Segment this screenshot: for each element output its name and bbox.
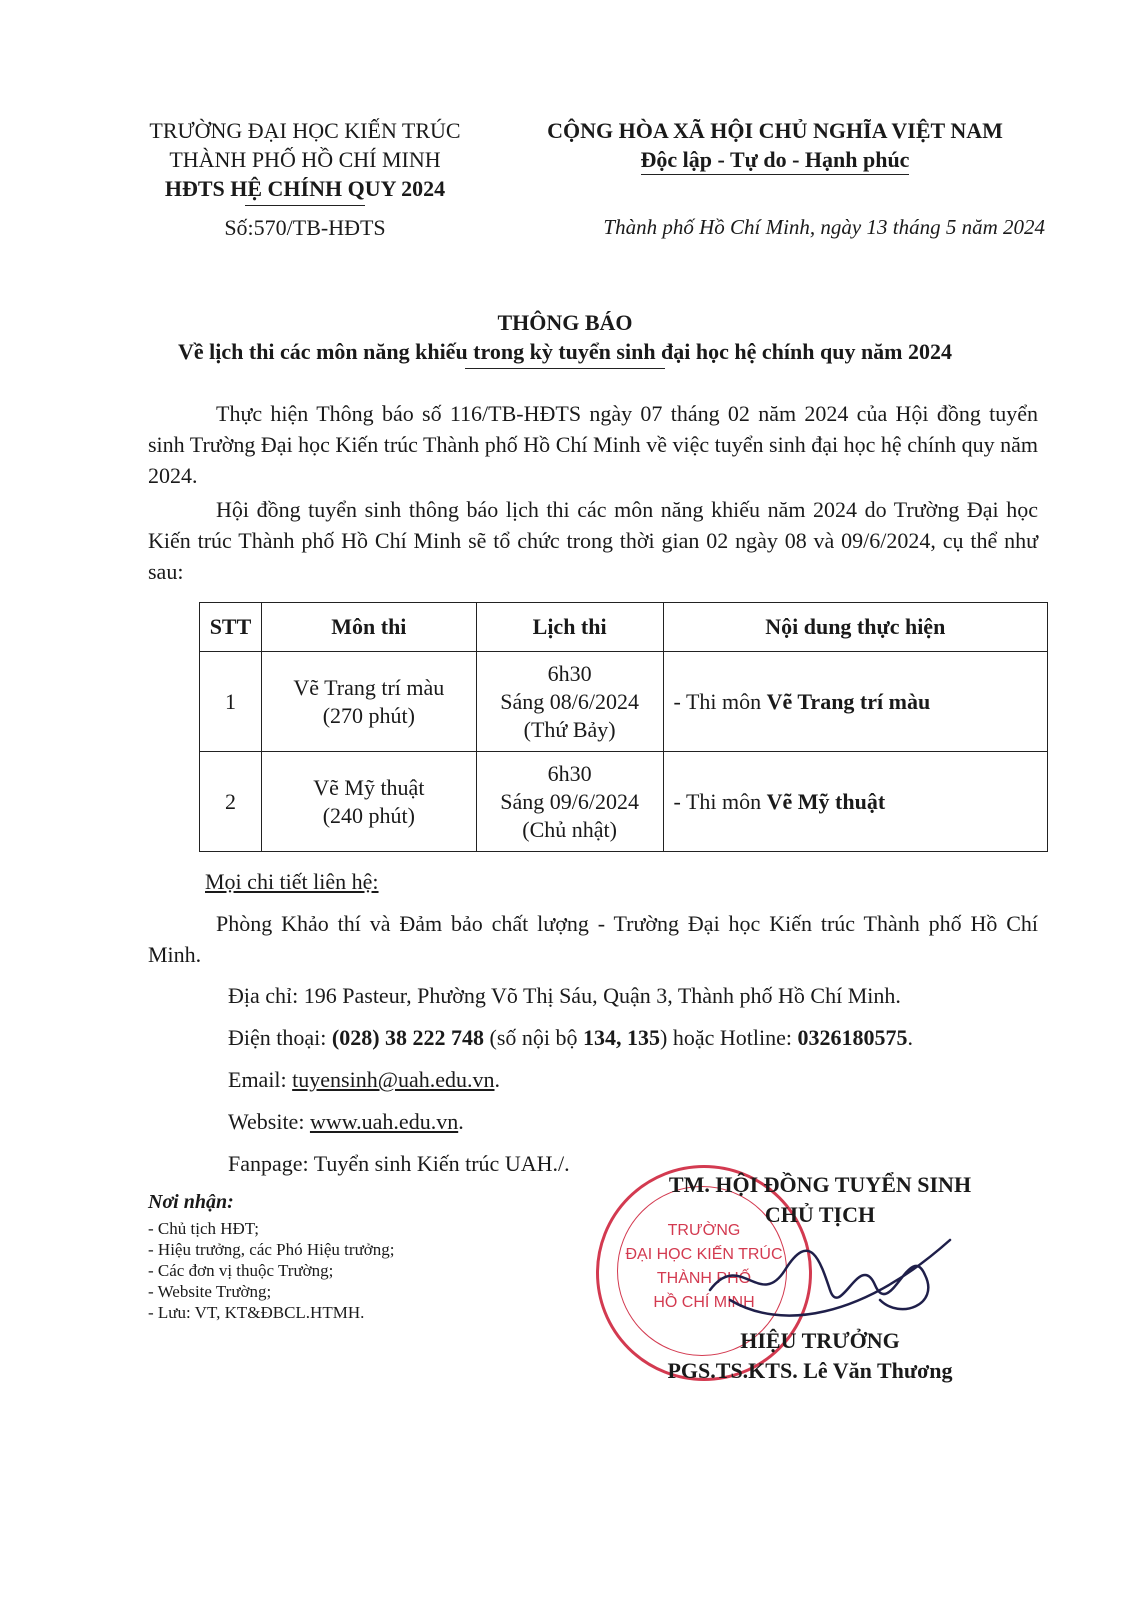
content-prefix: - Thi môn bbox=[673, 688, 767, 714]
issuer-divider bbox=[245, 205, 365, 206]
phone-extension: 134, 135 bbox=[583, 1025, 661, 1050]
paragraph-schedule: Hội đồng tuyển sinh thông báo lịch thi các môn năng khiếu năm 2024 do Trường Đại học Kiến trúc Thành phố Hồ Chí Minh sẽ tổ chức trong thời gian 02 ngày 08 và 09/6/2024, cụ thể như sau: bbox=[148, 497, 1038, 584]
email-link[interactable]: tuyensinh@uah.edu.vn bbox=[292, 1067, 495, 1092]
header-stt: STT bbox=[200, 603, 262, 652]
contact-heading-text: Mọi chi tiết liên hệ: bbox=[205, 869, 379, 894]
recipient-item: - Chủ tịch HĐT; bbox=[148, 1219, 259, 1238]
national-header bbox=[505, 116, 1045, 175]
website-link[interactable]: www.uah.edu.vn bbox=[309, 1109, 459, 1134]
phone-end: . bbox=[907, 1025, 913, 1050]
contact-office: Phòng Khảo thí và Đảm bảo chất lượng - Trường Đại học Kiến trúc Thành phố Hồ Chí Minh. bbox=[148, 911, 1038, 967]
handwritten-signature bbox=[700, 1220, 960, 1340]
phone-label: Điện thoại: bbox=[228, 1025, 332, 1050]
signature-org: TM. HỘI ĐỒNG TUYỂN SINH bbox=[668, 1172, 972, 1197]
exam-time: 6h30 bbox=[547, 660, 592, 686]
row-schedule bbox=[476, 752, 663, 852]
signature-role: CHỦ TỊCH bbox=[764, 1202, 876, 1227]
exam-weekday: (Chủ nhật) bbox=[522, 816, 617, 842]
contact-email: Email: tuyensinh@uah.edu.vn. bbox=[228, 1067, 500, 1092]
contact-phone bbox=[228, 1022, 1048, 1053]
signature-position: HIỆU TRƯỞNG bbox=[740, 1328, 900, 1353]
exam-time: 6h30 bbox=[547, 760, 592, 786]
header-subject: Môn thi bbox=[261, 603, 476, 652]
row-content bbox=[663, 752, 1047, 852]
recipient-item: - Các đơn vị thuộc Trường; bbox=[148, 1261, 334, 1280]
issuer-line-2: THÀNH PHỐ HỒ CHÍ MINH bbox=[169, 147, 441, 172]
exam-date: Sáng 09/6/2024 bbox=[500, 788, 639, 814]
hotline-number: 0326180575 bbox=[797, 1025, 908, 1050]
exam-weekday: (Thứ Bảy) bbox=[523, 716, 616, 742]
recipient-item: - Lưu: VT, KT&ĐBCL.HTMH. bbox=[148, 1303, 365, 1322]
row-subject bbox=[261, 752, 476, 852]
header-content: Nội dung thực hiện bbox=[663, 603, 1047, 652]
issuer-line-1: TRƯỜNG ĐẠI HỌC KIẾN TRÚC bbox=[149, 118, 461, 143]
signature-name: PGS.TS.KTS. Lê Văn Thương bbox=[667, 1358, 953, 1383]
phone-number: (028) 38 222 748 bbox=[331, 1025, 485, 1050]
contact-fanpage: Fanpage: Tuyển sinh Kiến trúc UAH./. bbox=[228, 1151, 570, 1176]
notice-title: THÔNG BÁO bbox=[497, 310, 633, 335]
phone-mid-2: ) hoặc Hotline: bbox=[660, 1025, 798, 1050]
notice-title-block bbox=[90, 308, 1040, 369]
row-content bbox=[663, 652, 1047, 752]
exam-date: Sáng 08/6/2024 bbox=[500, 688, 639, 714]
contact-heading bbox=[205, 866, 605, 897]
recipient-item: - Website Trường; bbox=[148, 1282, 272, 1301]
table-row bbox=[200, 652, 1048, 752]
row-subject bbox=[261, 652, 476, 752]
document-number: Số:570/TB-HĐTS bbox=[224, 215, 386, 240]
issue-date: Thành phố Hồ Chí Minh, ngày 13 tháng 5 năm 2024 bbox=[603, 215, 1045, 239]
contact-website: Website: www.uah.edu.vn. bbox=[228, 1109, 464, 1134]
stamp-line-2: ĐẠI HỌC KIẾN TRÚC bbox=[625, 1246, 783, 1263]
subject-name: Vẽ Mỹ thuật bbox=[313, 774, 425, 800]
table-header-row bbox=[200, 603, 1048, 652]
phone-mid: (số nội bộ bbox=[484, 1025, 584, 1050]
recipient-item: - Hiệu trưởng, các Phó Hiệu trưởng; bbox=[148, 1240, 395, 1259]
stamp-line-4: HỒ CHÍ MINH bbox=[653, 1294, 755, 1311]
contact-address: Địa chỉ: 196 Pasteur, Phường Võ Thị Sáu, Quận 3, Thành phố Hồ Chí Minh. bbox=[228, 983, 901, 1008]
issuer-line-3: HĐTS HỆ CHÍNH QUY 2024 bbox=[164, 176, 446, 201]
subject-duration: (240 phút) bbox=[322, 802, 415, 828]
national-motto: Độc lập - Tự do - Hạnh phúc bbox=[641, 145, 910, 175]
content-prefix: - Thi môn bbox=[673, 788, 767, 814]
title-divider bbox=[465, 368, 665, 369]
row-stt: 1 bbox=[200, 652, 262, 752]
header-schedule: Lịch thi bbox=[476, 603, 663, 652]
national-title: CỘNG HÒA XÃ HỘI CHỦ NGHĨA VIỆT NAM bbox=[547, 118, 1003, 143]
content-subject: Vẽ Mỹ thuật bbox=[766, 788, 886, 814]
content-subject: Vẽ Trang trí màu bbox=[766, 688, 931, 714]
row-schedule bbox=[476, 652, 663, 752]
website-label: Website: bbox=[228, 1109, 310, 1134]
subject-name: Vẽ Trang trí màu bbox=[293, 674, 445, 700]
stamp-line-3: THÀNH PHỐ bbox=[656, 1270, 752, 1287]
stamp-line-1: TRƯỜNG bbox=[667, 1222, 741, 1239]
row-stt: 2 bbox=[200, 752, 262, 852]
email-label: Email: bbox=[228, 1067, 293, 1092]
exam-schedule-table bbox=[199, 602, 1048, 852]
recipients-block bbox=[148, 1192, 508, 1323]
recipients-heading: Nơi nhận: bbox=[148, 1191, 234, 1213]
notice-subtitle: Về lịch thi các môn năng khiếu trong kỳ tuyển sinh đại học hệ chính quy năm 2024 bbox=[177, 339, 953, 364]
issuer-block bbox=[120, 116, 490, 206]
table-row bbox=[200, 752, 1048, 852]
subject-duration: (270 phút) bbox=[322, 702, 415, 728]
paragraph-intro: Thực hiện Thông báo số 116/TB-HĐTS ngày 07 tháng 02 năm 2024 của Hội đồng tuyển sinh Trường Đại học Kiến trúc Thành phố Hồ Chí Minh về việc tuyển sinh đại học hệ chính quy năm 2024. bbox=[148, 401, 1038, 488]
